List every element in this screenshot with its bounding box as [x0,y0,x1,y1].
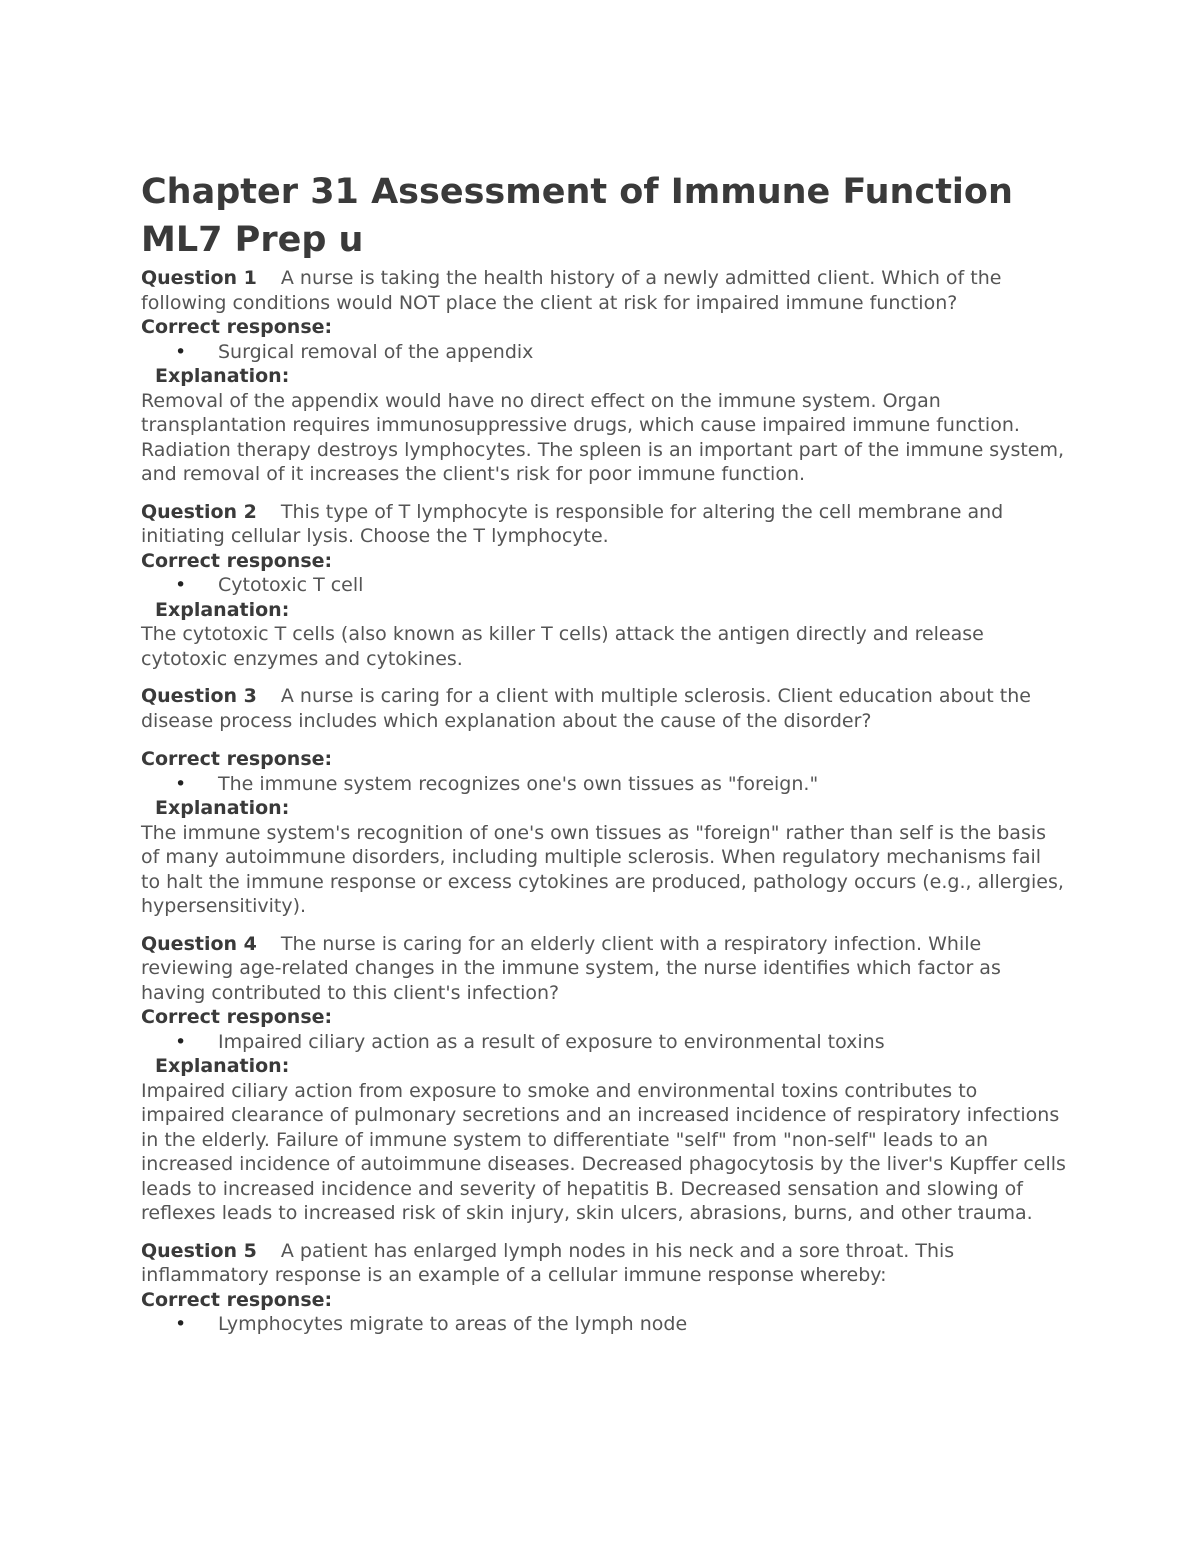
question-text-5 [141,1239,1066,1288]
correct-response-label: Correct response: [141,1006,333,1028]
explanation-label: Explanation: [155,365,290,387]
question-text-2 [141,500,1066,549]
question-label-1: Question 1 [141,267,257,289]
document-title: Chapter 31 Assessment of Immune Function ML7 Prep u [141,172,1013,260]
question-label-4: Question 4 [141,932,257,955]
correct-response-label: Correct response: [141,549,333,572]
question-body-1: A nurse is taking the health history of a newly admitted client. Which of the following conditions would NOT place the client at risk for impaired immune function? [141,267,1002,314]
question-label-2: Question 2 [141,500,257,523]
bullet-icon: • [175,340,187,363]
question-label-3: Question 3 [141,685,257,707]
answer-text-2: Cytotoxic T cell [218,574,364,596]
explanation-text-2: The cytotoxic T cells (also known as killer T cells) attack the antigen directly and release cytotoxic enzymes and cytokines. [141,623,984,670]
correct-response-label: Correct response: [141,748,333,770]
bullet-icon: • [175,574,187,596]
explanation-label: Explanation: [155,598,290,621]
answer-item-2 [141,573,1066,598]
explanation-text-3: The immune system's recognition of one's own tissues as "foreign" rather than self is the basis of many autoimmune disorders, including multiple sclerosis. When regulatory mechanisms fail to halt the immune response or excess cytokines are produced, pathology occurs (e.g., allergies, hypersensitivity). [141,821,1064,917]
question-text-4 [141,932,1066,1006]
bullet-icon: • [175,772,187,795]
bullet-icon: • [175,1313,187,1335]
question-body-5: A patient has enlarged lymph nodes in his neck and a sore throat. This inflammatory response is an example of a cellular immune response whereby: [141,1239,955,1286]
question-body-3: A nurse is caring for a client with multiple sclerosis. Client education about the disease process includes which explanation about the cause of the disorder? [141,685,1031,732]
explanation-label: Explanation: [155,1055,290,1077]
explanation-text-1: Removal of the appendix would have no direct effect on the immune system. Organ transplantation requires immunosuppressive drugs, which cause impaired immune function. Radiation therapy destroys lymphocytes. The spleen is an important part of the immune system, and removal of it increases the client's risk for poor immune function. [141,389,1065,485]
answer-text-1: Surgical removal of the appendix [218,340,534,363]
explanation-text-4: Impaired ciliary action from exposure to smoke and environmental toxins contributes to impaired clearance of pulmonary secretions and an increased incidence of respiratory infections in the elderly. Failure of immune system to differentiate "self" from "non-self" leads to an increased incidence of autoimmune diseases. Decreased phagocytosis by the liver's Kupffer cells leads to increased incidence and severity of hepatitis B. Decreased sensation and slowing of reflexes leads to increased risk of skin injury, skin ulcers, abrasions, burns, and other trauma. [141,1079,1066,1224]
question-text-3 [141,684,1066,733]
question-label-5: Question 5 [141,1239,257,1262]
answer-text-5: Lymphocytes migrate to areas of the lymph node [218,1313,688,1335]
answer-text-4: Impaired ciliary action as a result of exposure to environmental toxins [218,1030,885,1053]
question-block-2 [141,500,1066,672]
document-content [141,168,1066,1337]
question-block-5 [141,1239,1066,1337]
question-block-4 [141,932,1066,1226]
explanation-label: Explanation: [155,797,290,819]
bullet-icon: • [175,1030,187,1053]
question-body-2: This type of T lymphocyte is responsible for altering the cell membrane and initiating cellular lysis. Choose the T lymphocyte. [141,500,1004,547]
question-block-1 [141,266,1066,487]
answer-item-5 [141,1312,1066,1337]
answer-item-1 [141,340,1066,365]
answer-text-3: The immune system recognizes one's own tissues as "foreign." [218,772,819,795]
answer-item-4 [141,1030,1066,1055]
answer-item-3 [141,772,1066,797]
correct-response-label: Correct response: [141,1288,333,1311]
question-body-4: The nurse is caring for an elderly client with a respiratory infection. While reviewing age-related changes in the immune system, the nurse identifies which factor as having contributed to this client's infection? [141,932,1001,1004]
correct-response-label: Correct response: [141,316,333,338]
question-block-3 [141,684,1066,919]
question-text-1 [141,266,1066,315]
